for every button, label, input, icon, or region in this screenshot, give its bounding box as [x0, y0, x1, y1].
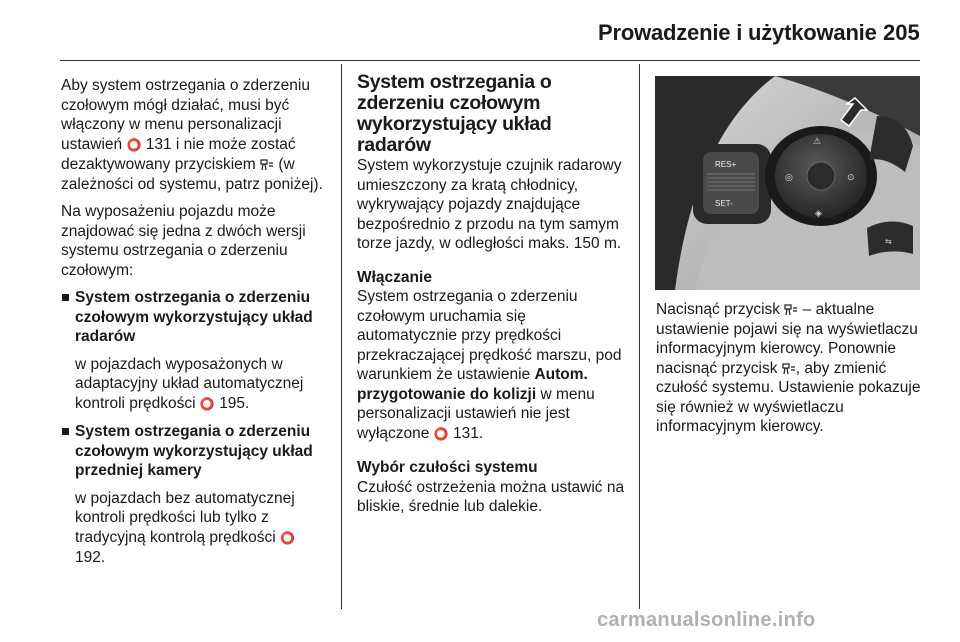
- section-paragraph: System wykorzystuje czujnik radarowy umieszczony za kratą chłodnicy, wykrywający pojazdy znajdujące bezpośrednio z przodu na tym samym torze jazdy, w odległości maks. 150 m.: [357, 157, 622, 252]
- svg-text:⇆: ⇆: [885, 237, 892, 246]
- header-title: Prowadzenie i użytkowanie: [598, 20, 877, 45]
- list-item: [61, 288, 329, 414]
- subsection-heading-sensitivity: Wybór czułości systemu: [357, 459, 538, 476]
- bullet-text: w pojazdach wyposażonych w adaptacyjny układ automatycznej kontroli prędkości ⭕ 195.: [75, 355, 304, 412]
- bullet-square-icon: [62, 428, 69, 435]
- subsection-paragraph-enable: System ostrzegania o zderzeniu czołowym uruchamia się automatycznie przy prędkości przekraczającej prędkość marszu, pod warunkiem że ustawienie Autom. przygotowanie do kolizji w menu personalizacji ustawień nie jest wyłączone ⭕ 131.: [357, 288, 622, 442]
- bullet-heading: System ostrzegania o zderzeniu czołowym wykorzystujący układ radarów: [75, 289, 313, 345]
- page-reference-arrow-icon: ⭕: [199, 396, 215, 411]
- watermark: carmanualsonline.info: [597, 609, 816, 631]
- column-divider-2: [639, 64, 640, 609]
- set-label: SET-: [715, 199, 733, 208]
- collision-warning-icon: [260, 158, 274, 171]
- page-reference-arrow-icon: ⭕: [433, 426, 449, 441]
- svg-text:◎: ◎: [785, 173, 793, 183]
- intro-paragraph-2: Na wyposażeniu pojazdu może znajdować się jedna z dwóch wersji systemu ostrzegania o zderzeniu czołowym:: [61, 203, 306, 279]
- subsection-heading-enable: Włączanie: [357, 268, 432, 286]
- svg-text:⚠: ⚠: [813, 137, 822, 147]
- intro-paragraph-1: Aby system ostrzegania o zderzeniu czołowym mógł działać, musi być włączony w menu personalizacji ustawień ⭕ 131 i nie może zostać dezaktywowany przyciskiem (w zależności od systemu, patrz poniżej).: [61, 77, 323, 193]
- column-middle: [357, 71, 627, 525]
- column-right: [656, 300, 922, 445]
- steering-wheel-controls-photo: [655, 76, 920, 290]
- svg-text:⊙: ⊙: [847, 173, 855, 183]
- bullet-square-icon: [62, 294, 69, 301]
- bullet-heading: System ostrzegania o zderzeniu czołowym wykorzystujący układ przedniej kamery: [75, 423, 313, 479]
- sensitivity-button-icon: [782, 362, 796, 375]
- instruction-paragraph: Nacisnąć przycisk – aktualne ustawienie pojawi się na wyświetlaczu informacyjnym kierowcy. Ponownie nacisnąć przycisk , aby zmienić czułość systemu. Ustawienie pokazuje się również w wyświetlaczu informacyjnym kierowcy.: [656, 301, 921, 435]
- column-left: [61, 76, 329, 576]
- page-reference-arrow-icon: ⭕: [126, 137, 142, 152]
- svg-text:◈: ◈: [815, 209, 822, 219]
- subsection-paragraph-sensitivity: Czułość ostrzeżenia można ustawić na bliskie, średnie lub dalekie.: [357, 478, 625, 515]
- bullet-text: w pojazdach bez automatycznej kontroli prędkości lub tylko z tradycyjną kontrolą prędkości ⭕ 192.: [75, 489, 296, 566]
- res-label: RES+: [715, 160, 737, 169]
- page-reference-arrow-icon: ⭕: [280, 530, 296, 545]
- page-number: 205: [883, 20, 920, 45]
- column-divider-1: [341, 64, 342, 609]
- header-divider: [60, 60, 920, 61]
- sensitivity-button-icon: [784, 303, 798, 316]
- section-heading: System ostrzegania o zderzeniu czołowym wykorzystujący układ radarów: [357, 71, 552, 156]
- list-item: [61, 422, 329, 568]
